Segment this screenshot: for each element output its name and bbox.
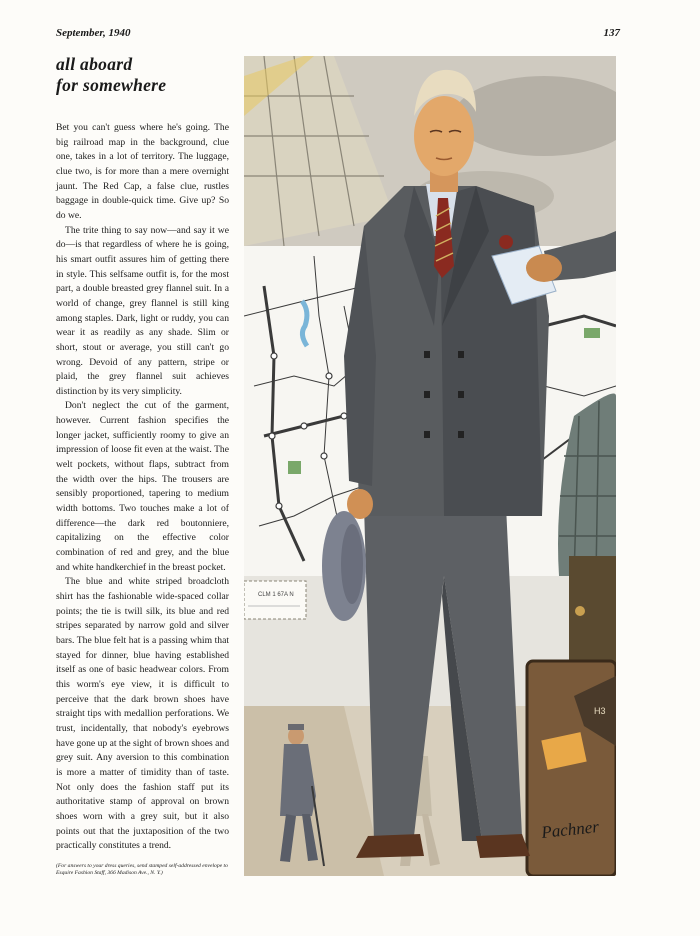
map-park [584, 328, 600, 338]
blue-felt-hat [322, 511, 366, 621]
face [414, 96, 474, 176]
article-body [56, 121, 229, 854]
illustration-art [244, 56, 616, 876]
trunk [527, 661, 616, 876]
headline-line-1: all aboard [56, 54, 133, 74]
artist-signature: Pachner [540, 817, 600, 842]
paragraph: Don't neglect the cut of the garment, however. Current fashion specifies the longer jacket, sufficiently roomy to give an impression of loose fit even at the waist. The welt pockets, without flaps, subtract from the width over the hips. The trousers are sensibly proportioned, tapering to medium width bottoms. Two touches make a lot of difference—the dark red boutonniere, capitalizing on the effective color combination of red and grey, and the blue and white handkerchief in the breast pocket. [56, 400, 229, 573]
ticket [244, 581, 306, 619]
paragraph: Bet you can't guess where he's going. The big railroad map in the background, clue one, takes in a lot of territory. The luggage, clue two, is for more than a mere overnight jaunt. The Red Cap, a false clue, rustles baggage in double-quick time. Give up? So do we. [56, 122, 229, 221]
right-shoe [476, 834, 530, 858]
trunk-label-text: H3 [594, 706, 606, 716]
article-headline [56, 54, 246, 96]
map-park [288, 461, 301, 474]
jacket-shadow [440, 186, 542, 516]
ticket-text: CLM 1 67A N [258, 592, 294, 598]
boutonniere [499, 235, 513, 249]
running-head-date: September, 1940 [56, 27, 131, 39]
paragraph: The trite thing to say now—and say it we do—is that regardless of where he is going, his smart outfit assures him of getting there in style. This selfsame outfit is, for the most part, a double breasted grey flannel suit. In a world of change, grey flannel is still king among staples. Dark, light or ruddy, you can wear it as readily as any shade. Slim or short, stout or average, you still can't go wrong. Devoid of any pattern, stripe or plaid, the grey flannel suit achieves distinction by its very simplicity. [56, 224, 229, 397]
fashion-illustration [244, 56, 616, 876]
page-number: 137 [603, 27, 620, 39]
paragraph: The blue and white striped broadcloth shirt has the fashionable wide-spaced collar points; the tie is twill silk, its blue and red stripes separated by narrow gold and silver bars. The blue felt hat is a passing whim that stayed for dinner, blue having established itself as one of basic headwear colors. From this worm's eye view, it is difficult to perceive that the dark brown shoes have straight tips with medallion perforations. We trust, incidentally, that nobody's eyebrows have gone up at the sight of brown shoes and grey suit. Any aversion to this combination is more a matter of timidity than of taste. Not only does the fashion staff put its authoritative stamp of approval on brown shoes worn with a grey suit, but it also points out that the juxtaposition of the two practically constitutes a trend. [56, 576, 229, 852]
footnote: (For answers to your dress queries, send stamped self-addressed envelope to Esquire Fashion Staff, 366 Madison Ave., N. Y.) [56, 863, 228, 876]
suitcase-lock [575, 606, 585, 616]
headline-line-2: for somewhere [56, 75, 167, 95]
right-hand [526, 254, 562, 282]
